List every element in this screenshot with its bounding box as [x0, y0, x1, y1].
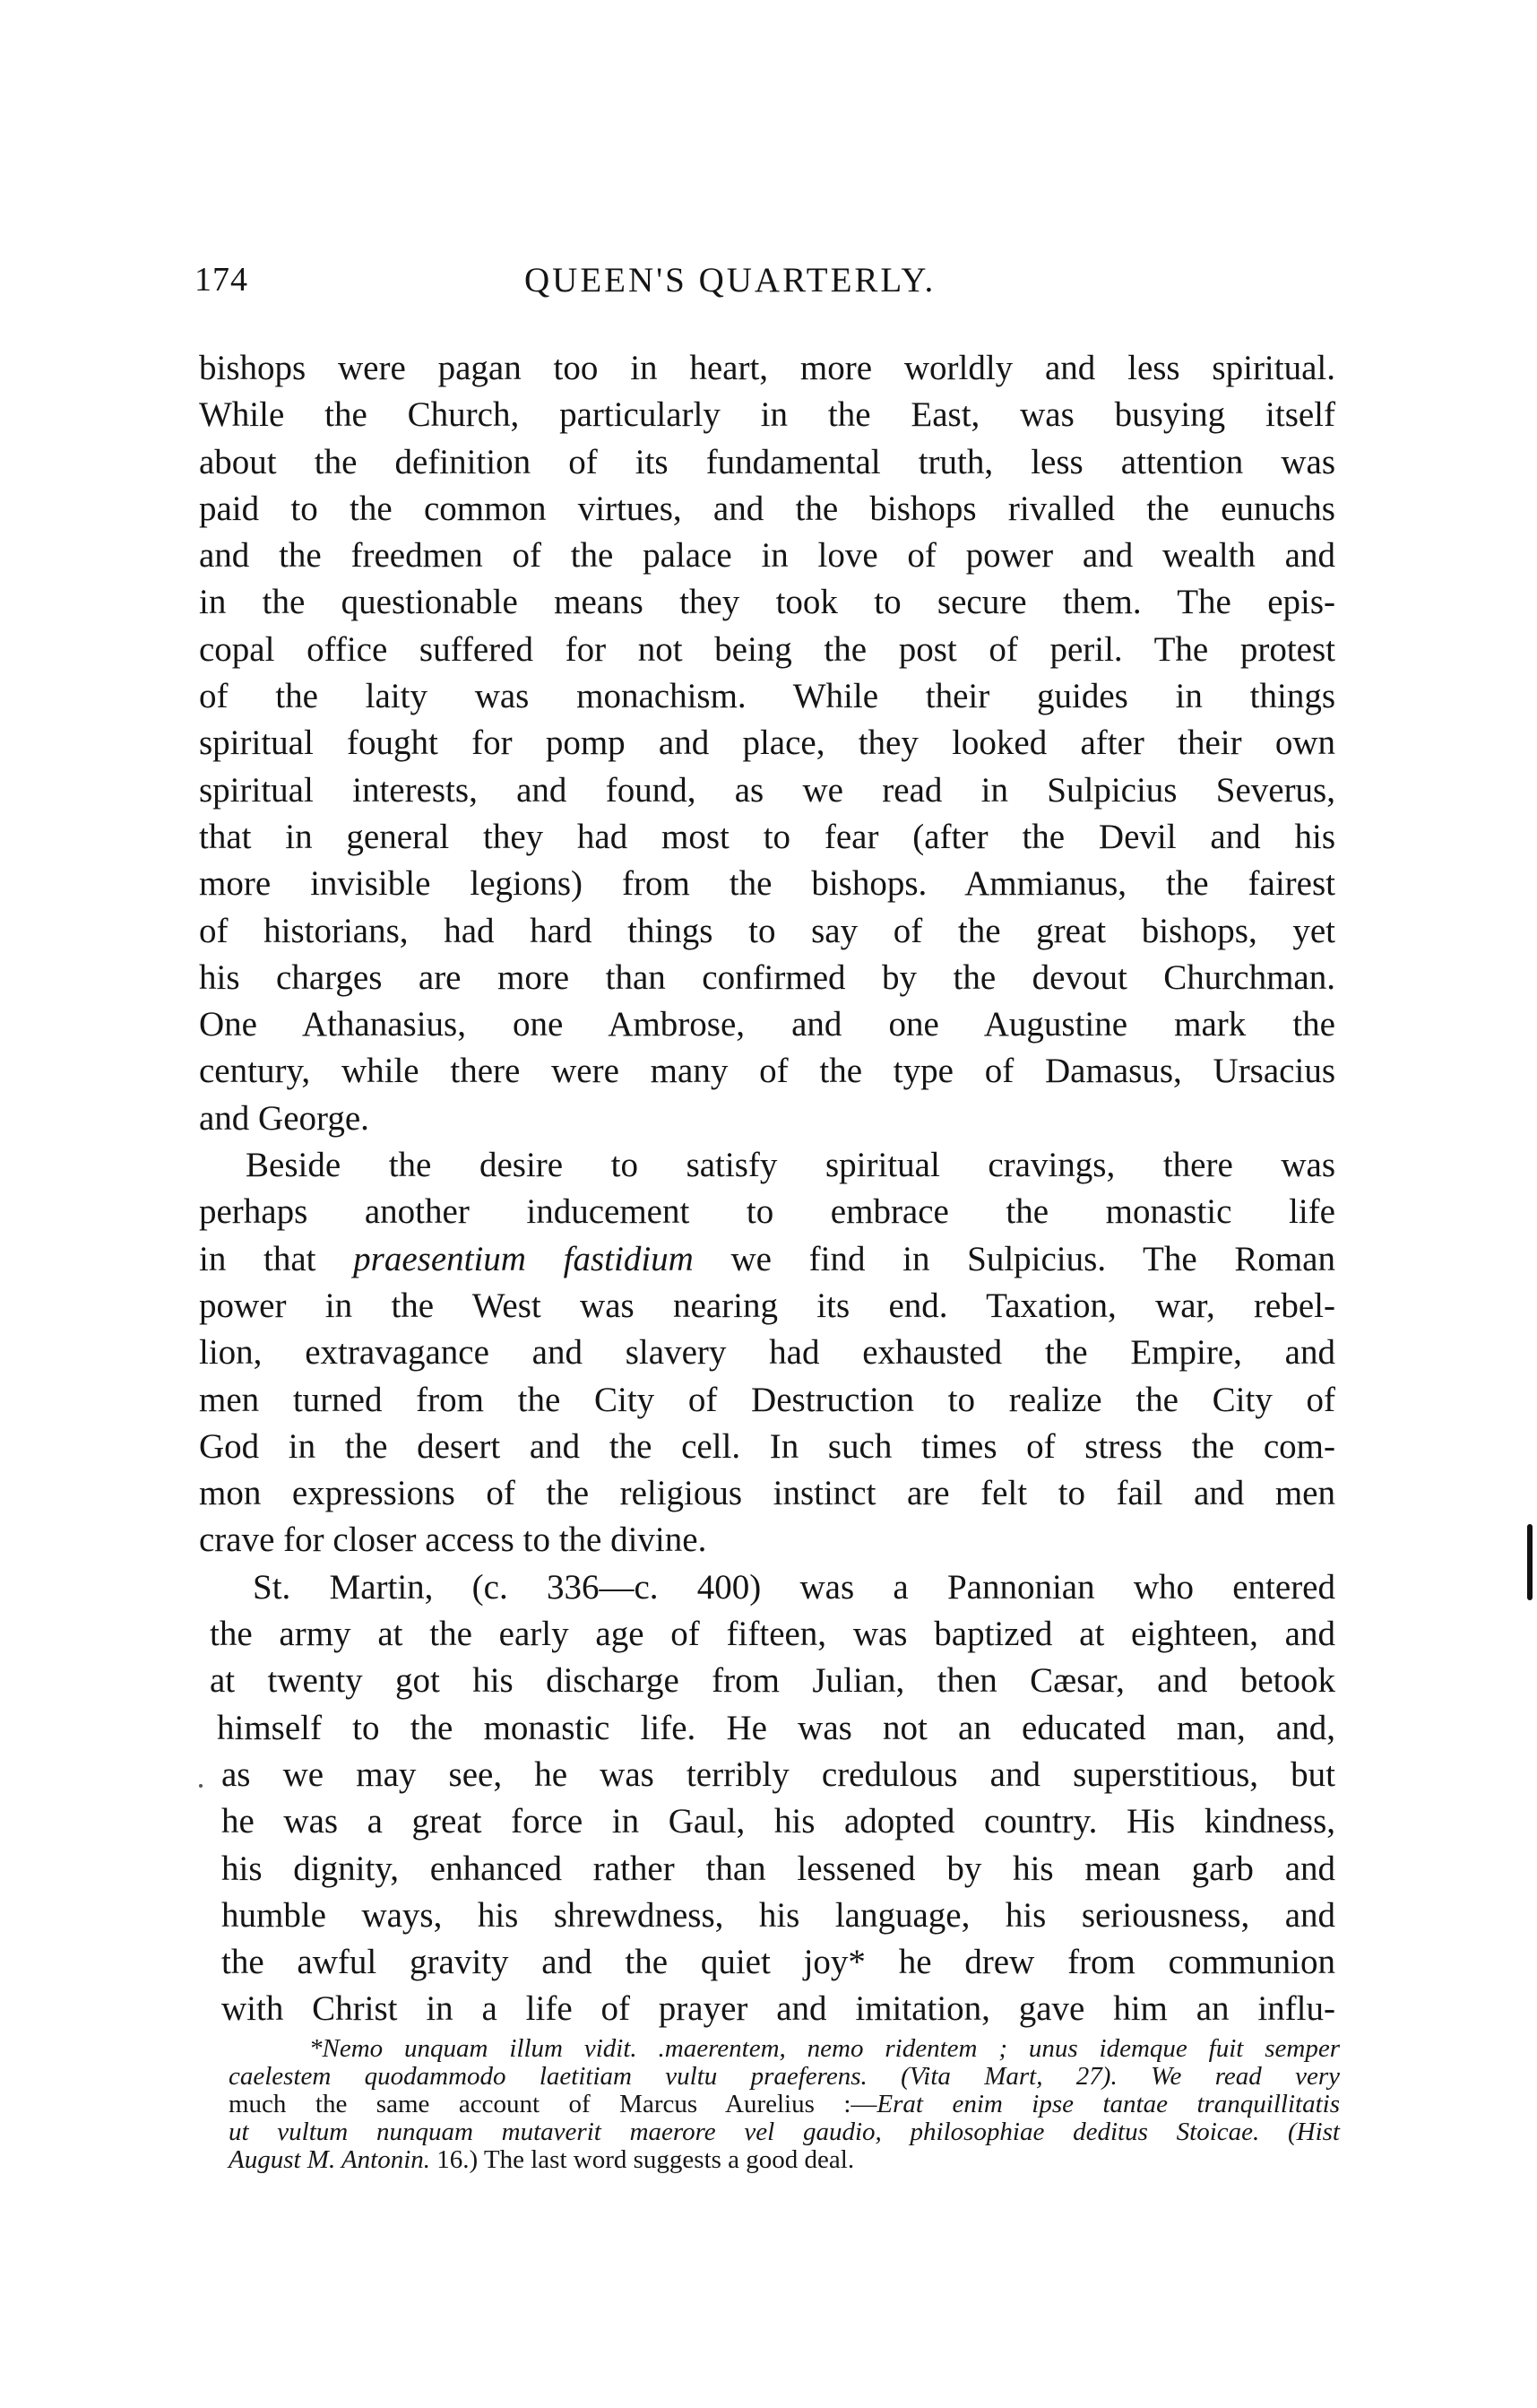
- text-line: power in the West was nearing its end. Taxation, war, rebel-: [199, 1286, 1335, 1325]
- scan-speck: [199, 1784, 203, 1788]
- text-line: his charges are more than confirmed by the devout Churchman.: [199, 957, 1335, 997]
- paragraph-start-line: St. Martin, (c. 336—c. 400) was a Pannonian who entered: [253, 1567, 1335, 1607]
- text-line: the awful gravity and the quiet joy* he drew from communion: [221, 1943, 1335, 1982]
- text-line: lion, extravagance and slavery had exhausted the Empire, and: [199, 1333, 1335, 1373]
- text-line: himself to the monastic life. He was not an educated man, and,: [217, 1708, 1335, 1747]
- text-line: copal office suffered for not being the post of peril. The protest: [199, 629, 1335, 669]
- footnote-line: [229, 2146, 1340, 2174]
- text-line: at twenty got his discharge from Julian, then Cæsar, and betook: [210, 1661, 1335, 1701]
- text-line: century, while there were many of the type of Damasus, Ursacius: [199, 1052, 1335, 1091]
- body-text: [199, 345, 1335, 2033]
- text-line: One Athanasius, one Ambrose, and one Augustine mark the: [199, 1005, 1335, 1044]
- text-line: While the Church, particularly in the East, was busying itself: [199, 395, 1335, 435]
- footnote-quote: *Nemo unquam illum vidit. .maerentem, nemo ridentem ; unus idemque fuit semper: [309, 2034, 1340, 2063]
- text-line: crave for closer access to the divine.: [199, 1520, 707, 1560]
- text-line: he was a great force in Gaul, his adopted country. His kindness,: [221, 1802, 1335, 1841]
- text-line: about the definition of its fundamental truth, less attention was: [199, 442, 1335, 481]
- footnote-text: much the same account of Marcus Aurelius :—: [229, 2090, 877, 2118]
- footnote-citation: August M. Antonin.: [229, 2145, 431, 2174]
- text-line: and the freedmen of the palace in love of power and wealth and: [199, 536, 1335, 576]
- text-line-with-italic: [199, 1236, 1335, 1283]
- text-line: with Christ in a life of prayer and imitation, gave him an influ-: [221, 1989, 1335, 2029]
- paragraph-start-line: Beside the desire to satisfy spiritual cravings, there was: [246, 1146, 1335, 1185]
- footnote-quote: caelestem quodammodo laetitiam vultu praeferens. (Vita Mart, 27). We read very: [229, 2062, 1340, 2091]
- page-number: 174: [194, 261, 248, 299]
- text-line: of historians, had hard things to say of the great bishops, yet: [199, 911, 1335, 950]
- text-line: as we may see, he was terribly credulous and superstitious, but: [221, 1754, 1335, 1794]
- text-line: humble ways, his shrewdness, his language, his seriousness, and: [221, 1895, 1335, 1935]
- page-header: [194, 260, 1333, 305]
- text-line: more invisible legions) from the bishops. Ammianus, the fairest: [199, 864, 1335, 904]
- text-line: men turned from the City of Destruction to realize the City of: [199, 1380, 1335, 1419]
- text-line: his dignity, enhanced rather than lessened by his mean garb and: [221, 1849, 1335, 1888]
- text-line: God in the desert and the cell. In such times of stress the com-: [199, 1426, 1335, 1466]
- running-head: QUEEN'S QUARTERLY.: [524, 261, 937, 299]
- text-line: paid to the common virtues, and the bishops rivalled the eunuchs: [199, 489, 1335, 528]
- text-line: spiritual fought for pomp and place, they looked after their own: [199, 723, 1335, 763]
- text-line: in the questionable means they took to secure them. The epis-: [199, 583, 1335, 622]
- text-segment: in that: [199, 1239, 354, 1278]
- footnote-quote: Erat enim ipse tantae tranquillitatis: [876, 2090, 1340, 2118]
- text-line: that in general they had most to fear (after the Devil and his: [199, 817, 1335, 856]
- text-line: and George.: [199, 1098, 369, 1138]
- footnote: [229, 2035, 1340, 2174]
- text-line: spiritual interests, and found, as we read in Sulpicius Severus,: [199, 770, 1335, 810]
- scan-edge-mark: [1527, 1524, 1533, 1600]
- text-line: of the laity was monachism. While their guides in things: [199, 677, 1335, 716]
- footnote-line: [229, 2063, 1340, 2091]
- text-segment: we find in Sulpicius. The Roman: [693, 1239, 1335, 1278]
- text-line: the army at the early age of fifteen, was baptized at eighteen, and: [210, 1615, 1335, 1654]
- footnote-text: 16.) The last word suggests a good deal.: [430, 2145, 855, 2174]
- footnote-line: [229, 2118, 1340, 2146]
- text-line: bishops were pagan too in heart, more worldly and less spiritual.: [199, 349, 1335, 387]
- italic-phrase: praesentium fastidium: [353, 1239, 694, 1278]
- text-line: mon expressions of the religious instinct are felt to fail and men: [199, 1474, 1335, 1513]
- footnote-line: [229, 2035, 1340, 2063]
- text-line: perhaps another inducement to embrace the monastic life: [199, 1192, 1335, 1232]
- footnote-quote: ut vultum nunquam mutaverit maerore vel gaudio, philosophiae deditus Stoicae. (Hist: [229, 2118, 1340, 2146]
- footnote-line: [229, 2091, 1340, 2118]
